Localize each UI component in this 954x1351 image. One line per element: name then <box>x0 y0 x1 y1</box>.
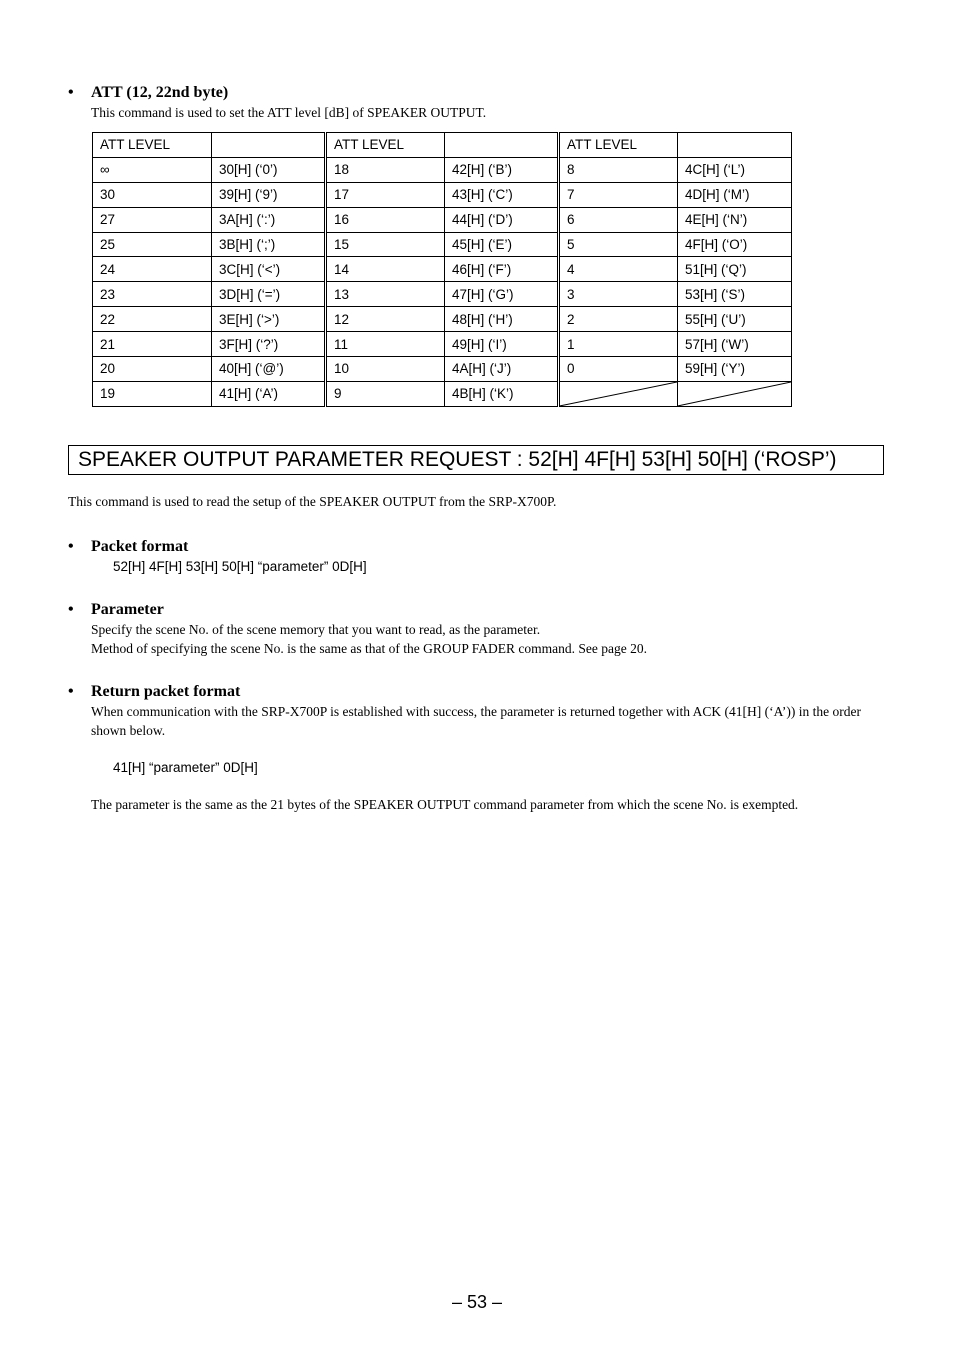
empty-cell-diagonal <box>559 381 678 406</box>
parameter-section <box>68 600 888 658</box>
table-cell: 3E[H] (‘>’) <box>212 307 326 332</box>
table-cell: 51[H] (‘Q’) <box>678 257 792 282</box>
table-header-cell: ATT LEVEL <box>326 133 445 158</box>
return-packet-heading: • Return packet format <box>68 683 241 700</box>
section-title: SPEAKER OUTPUT PARAMETER REQUEST : 52[H] 4F[H] 53[H] 50[H] (‘ROSP’) <box>68 445 884 475</box>
table-row <box>93 307 792 332</box>
table-cell: 7 <box>559 182 678 207</box>
table-cell: 13 <box>326 282 445 307</box>
table-cell: 17 <box>326 182 445 207</box>
att-level-table <box>92 132 792 407</box>
table-row <box>93 282 792 307</box>
return-packet-text: When communication with the SRP-X700P is established with success, the parameter is returned together with ACK (41[H] (‘A’)) in the order shown below. <box>91 704 861 738</box>
table-cell: 5 <box>559 232 678 257</box>
parameter-heading: • Parameter <box>68 601 164 618</box>
table-row <box>93 381 792 406</box>
intro-text: This command is used to read the setup of the SPEAKER OUTPUT from the SRP-X700P. <box>68 494 557 509</box>
table-cell: 30[H] (‘0’) <box>212 157 326 182</box>
table-cell: 3B[H] (‘;’) <box>212 232 326 257</box>
table-cell: 18 <box>326 157 445 182</box>
table-cell: 22 <box>93 307 212 332</box>
parameter-line-1: Specify the scene No. of the scene memory that you want to read, as the parameter. <box>91 622 541 637</box>
table-cell: 4E[H] (‘N’) <box>678 207 792 232</box>
table-row <box>93 182 792 207</box>
page-number: – 53 – <box>451 1292 503 1312</box>
table-row <box>93 332 792 357</box>
table-cell: 47[H] (‘G’) <box>445 282 559 307</box>
table-cell: 42[H] (‘B’) <box>445 157 559 182</box>
table-cell: 20 <box>93 357 212 382</box>
table-row <box>93 357 792 382</box>
table-cell: 6 <box>559 207 678 232</box>
att-description: This command is used to set the ATT level [dB] of SPEAKER OUTPUT. <box>91 105 487 120</box>
table-cell: 3F[H] (‘?’) <box>212 332 326 357</box>
table-cell: 8 <box>559 157 678 182</box>
table-cell: 40[H] (‘@’) <box>212 357 326 382</box>
table-cell: 4F[H] (‘O’) <box>678 232 792 257</box>
table-cell: 4C[H] (‘L’) <box>678 157 792 182</box>
table-header-cell <box>212 133 326 158</box>
diagonal-slash <box>678 382 791 406</box>
table-cell: 57[H] (‘W’) <box>678 332 792 357</box>
table-header-cell: ATT LEVEL <box>93 133 212 158</box>
table-row <box>93 157 792 182</box>
table-cell: 0 <box>559 357 678 382</box>
table-cell: 55[H] (‘U’) <box>678 307 792 332</box>
table-cell: 59[H] (‘Y’) <box>678 357 792 382</box>
table-cell: 4A[H] (‘J’) <box>445 357 559 382</box>
table-row <box>93 207 792 232</box>
table-cell: 45[H] (‘E’) <box>445 232 559 257</box>
table-row <box>93 257 792 282</box>
table-cell: 46[H] (‘F’) <box>445 257 559 282</box>
table-cell: 9 <box>326 381 445 406</box>
table-cell: ∞ <box>93 157 212 182</box>
table-header-cell <box>678 133 792 158</box>
table-cell: 14 <box>326 257 445 282</box>
table-cell: 48[H] (‘H’) <box>445 307 559 332</box>
return-packet-section <box>68 682 888 814</box>
packet-format-code: 52[H] 4F[H] 53[H] 50[H] “parameter” 0D[H] <box>113 559 367 574</box>
diagonal-slash <box>560 382 677 406</box>
packet-format-heading: • Packet format <box>68 538 189 555</box>
table-cell: 49[H] (‘I’) <box>445 332 559 357</box>
table-header-cell <box>445 133 559 158</box>
table-cell: 1 <box>559 332 678 357</box>
table-cell: 19 <box>93 381 212 406</box>
table-cell: 27 <box>93 207 212 232</box>
att-section <box>68 83 888 122</box>
table-cell: 4B[H] (‘K’) <box>445 381 559 406</box>
table-header-cell: ATT LEVEL <box>559 133 678 158</box>
empty-cell-diagonal <box>678 381 792 406</box>
return-packet-note: The parameter is the same as the 21 bytes of the SPEAKER OUTPUT command parameter from which the scene No. is exempted. <box>91 797 799 812</box>
table-cell: 2 <box>559 307 678 332</box>
parameter-line-2: Method of specifying the scene No. is the same as that of the GROUP FADER command. See page 20. <box>91 641 648 656</box>
table-cell: 10 <box>326 357 445 382</box>
table-cell: 11 <box>326 332 445 357</box>
packet-format-section <box>68 537 888 576</box>
table-cell: 39[H] (‘9’) <box>212 182 326 207</box>
table-cell: 25 <box>93 232 212 257</box>
return-packet-code: 41[H] “parameter” 0D[H] <box>113 760 258 775</box>
table-cell: 41[H] (‘A’) <box>212 381 326 406</box>
table-cell: 24 <box>93 257 212 282</box>
table-cell: 53[H] (‘S’) <box>678 282 792 307</box>
table-cell: 16 <box>326 207 445 232</box>
table-cell: 44[H] (‘D’) <box>445 207 559 232</box>
table-cell: 43[H] (‘C’) <box>445 182 559 207</box>
table-cell: 3C[H] (‘<’) <box>212 257 326 282</box>
table-cell: 15 <box>326 232 445 257</box>
att-table-header-row <box>93 133 792 158</box>
table-cell: 3D[H] (‘=’) <box>212 282 326 307</box>
table-cell: 4D[H] (‘M’) <box>678 182 792 207</box>
table-row <box>93 232 792 257</box>
att-heading: • ATT (12, 22nd byte) <box>68 84 229 101</box>
table-cell: 4 <box>559 257 678 282</box>
table-cell: 30 <box>93 182 212 207</box>
table-cell: 23 <box>93 282 212 307</box>
table-cell: 3 <box>559 282 678 307</box>
table-cell: 21 <box>93 332 212 357</box>
table-cell: 3A[H] (‘:’) <box>212 207 326 232</box>
table-cell: 12 <box>326 307 445 332</box>
